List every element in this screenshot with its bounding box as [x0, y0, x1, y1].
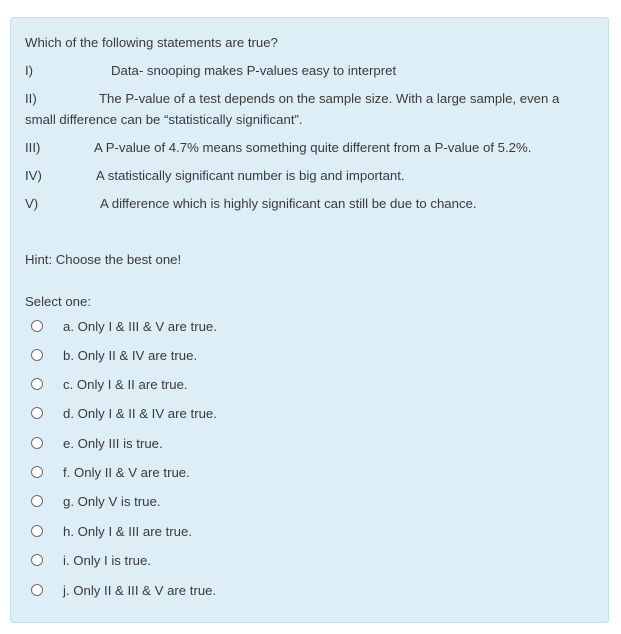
hint-text: Hint: Choose the best one!	[25, 252, 182, 267]
option-a-label[interactable]: a. Only I & III & V are true.	[63, 319, 217, 334]
option-d-label[interactable]: d. Only I & II & IV are true.	[63, 406, 217, 421]
statement-4-text: A statistically significant number is big and important.	[96, 168, 405, 183]
option-i-label[interactable]: i. Only I is true.	[63, 553, 151, 568]
option-j-label[interactable]: j. Only II & III & V are true.	[63, 583, 217, 598]
statement-2-continuation: small difference can be “statistically significant”.	[25, 112, 303, 127]
radio-button-e[interactable]	[31, 437, 43, 449]
statement-5-text: A difference which is highly significant can still be due to chance.	[100, 196, 477, 211]
option-c-label[interactable]: c. Only I & II are true.	[63, 377, 188, 392]
radio-button-c[interactable]	[31, 378, 43, 390]
statement-4-number: IV)	[25, 168, 42, 183]
statement-5-number: V)	[25, 196, 39, 211]
radio-button-d[interactable]	[31, 407, 43, 419]
radio-button-i[interactable]	[31, 554, 43, 566]
radio-button-f[interactable]	[31, 466, 43, 478]
radio-button-b[interactable]	[31, 349, 43, 361]
radio-button-g[interactable]	[31, 495, 43, 507]
select-one-label: Select one:	[25, 294, 91, 309]
radio-button-a[interactable]	[31, 320, 43, 332]
option-b-label[interactable]: b. Only II & IV are true.	[63, 348, 198, 363]
option-h-label[interactable]: h. Only I & III are true.	[63, 524, 192, 539]
statement-3-text: A P-value of 4.7% means something quite different from a P-value of 5.2%.	[94, 140, 532, 155]
statement-2-text: The P-value of a test depends on the sample size. With a large sample, even a	[99, 91, 560, 106]
option-f-label[interactable]: f. Only II & V are true.	[63, 465, 190, 480]
option-g-label[interactable]: g. Only V is true.	[63, 494, 161, 509]
statement-1-number: I)	[25, 63, 34, 78]
statement-1-text: Data- snooping makes P-values easy to interpret	[111, 63, 397, 78]
radio-button-j[interactable]	[31, 584, 43, 596]
option-e-label[interactable]: e. Only III is true.	[63, 436, 163, 451]
statement-2-number: II)	[25, 91, 37, 106]
radio-button-h[interactable]	[31, 525, 43, 537]
statement-3-number: III)	[25, 140, 41, 155]
question-prompt: Which of the following statements are true?	[25, 35, 278, 50]
